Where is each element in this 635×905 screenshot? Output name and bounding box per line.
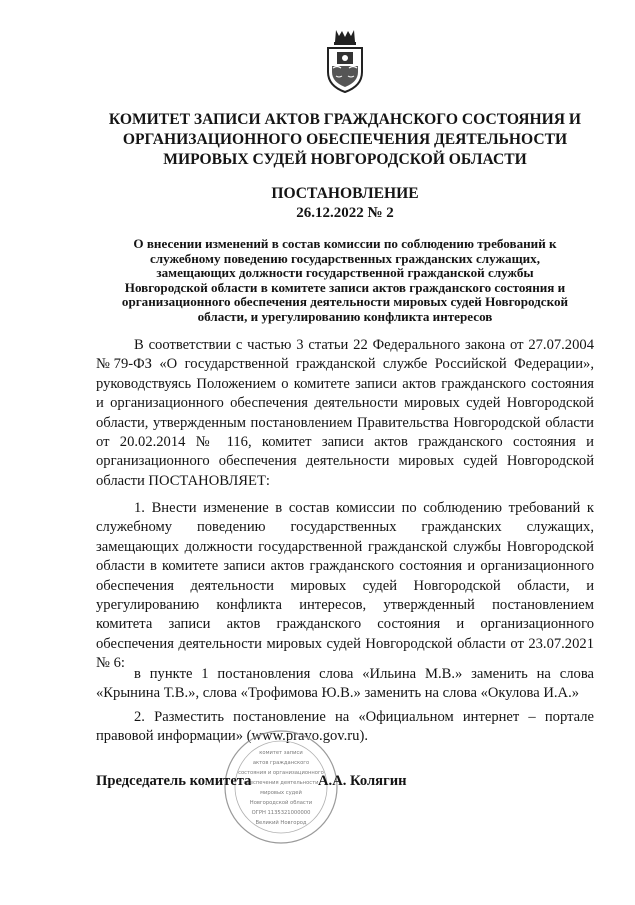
signature-title: Председатель комитета [96, 773, 252, 789]
novgorod-coat-of-arms-icon [322, 26, 368, 96]
item-2-paragraph: 2. Разместить постановление на «Официальном интернет – портале правовой информации» (www.pravo.gov.ru). [96, 709, 594, 745]
preamble-paragraph: В соответствии с частью 3 статьи 22 Федерального закона от 27.07.2004 №79-ФЗ «О государственной гражданской службе Российской Федерации», руководствуясь Положением о комитете записи актов гражданского состояния и организационного обеспечения деятельности мировых судей Новгородской области, утвержденным постановлением Правительства Новгородской области от 20.02.2014 № 116, комитет записи актов гражданского состояния и организационного обеспечения деятельности мировых судей Новгородской области ПОСТАНОВЛЯЕТ: [96, 337, 594, 489]
subject-line: Новгородской области в комитете записи актов гражданского состояния и [124, 279, 566, 295]
item-1-paragraph: 1. Внести изменение в состав комиссии по соблюдению требований к служебному поведению государственных гражданских служащих, замещающих должности государственной гражданской службы Новгородской области в комитете записи актов гражданского состояния и организационного обеспечения деятельности мировых судей Новгородской области, и урегулированию конфликта интересов, утвержденный постановлением комитета записи актов гражданского состояния и организационного обеспечения деятельности мировых судей Новгородской области от 23.07.2021 № 6: [96, 500, 594, 672]
signatory-name: А.А. Колягин [318, 773, 407, 789]
stamp-text-line: ОГРН 1135321000000 [251, 810, 311, 816]
committee-name-line: КОМИТЕТ ЗАПИСИ АКТОВ ГРАЖДАНСКОГО СОСТОЯНИЯ И [108, 111, 582, 128]
stamp-text-line: Великий Новгород [255, 820, 307, 826]
stamp-text-line: комитет записи [259, 750, 303, 756]
subject-line: области, и урегулированию конфликта интересов [197, 308, 493, 324]
document-date-number: 26.12.2022 № 2 [296, 205, 394, 221]
stamp-text-line: Новгородской области [249, 800, 313, 806]
stamp-text-line: актов гражданского [252, 760, 310, 766]
committee-name-line: МИРОВЫХ СУДЕЙ НОВГОРОДСКОЙ ОБЛАСТИ [163, 151, 527, 168]
subject-line: О внесении изменений в состав комиссии по соблюдению требований к [133, 236, 557, 251]
stamp-text-line: состояния и организационного [238, 770, 324, 776]
item-1-change-paragraph: в пункте 1 постановления слова «Ильина М.В.» заменить на слова «Крынина Т.В.», слова «Трофимова Ю.В.» заменить на слова «Окулова И.А.» [96, 666, 594, 702]
document-type: ПОСТАНОВЛЕНИЕ [271, 185, 419, 202]
subject-line: организационного обеспечения деятельности мировых судей Новгородской [121, 294, 569, 310]
stamp-text-line: мировых судей [260, 790, 302, 796]
subject-line: служебному поведению государственных гражданских служащих, [149, 250, 540, 266]
committee-name-line: ОРГАНИЗАЦИОННОГО ОБЕСПЕЧЕНИЯ ДЕЯТЕЛЬНОСТИ [122, 131, 568, 148]
committee-name [90, 110, 600, 170]
document-subject [96, 237, 594, 325]
stamp-text-line: обеспечения деятельности [243, 780, 319, 786]
subject-line: замещающих должности государственной гражданской службы [156, 265, 534, 281]
